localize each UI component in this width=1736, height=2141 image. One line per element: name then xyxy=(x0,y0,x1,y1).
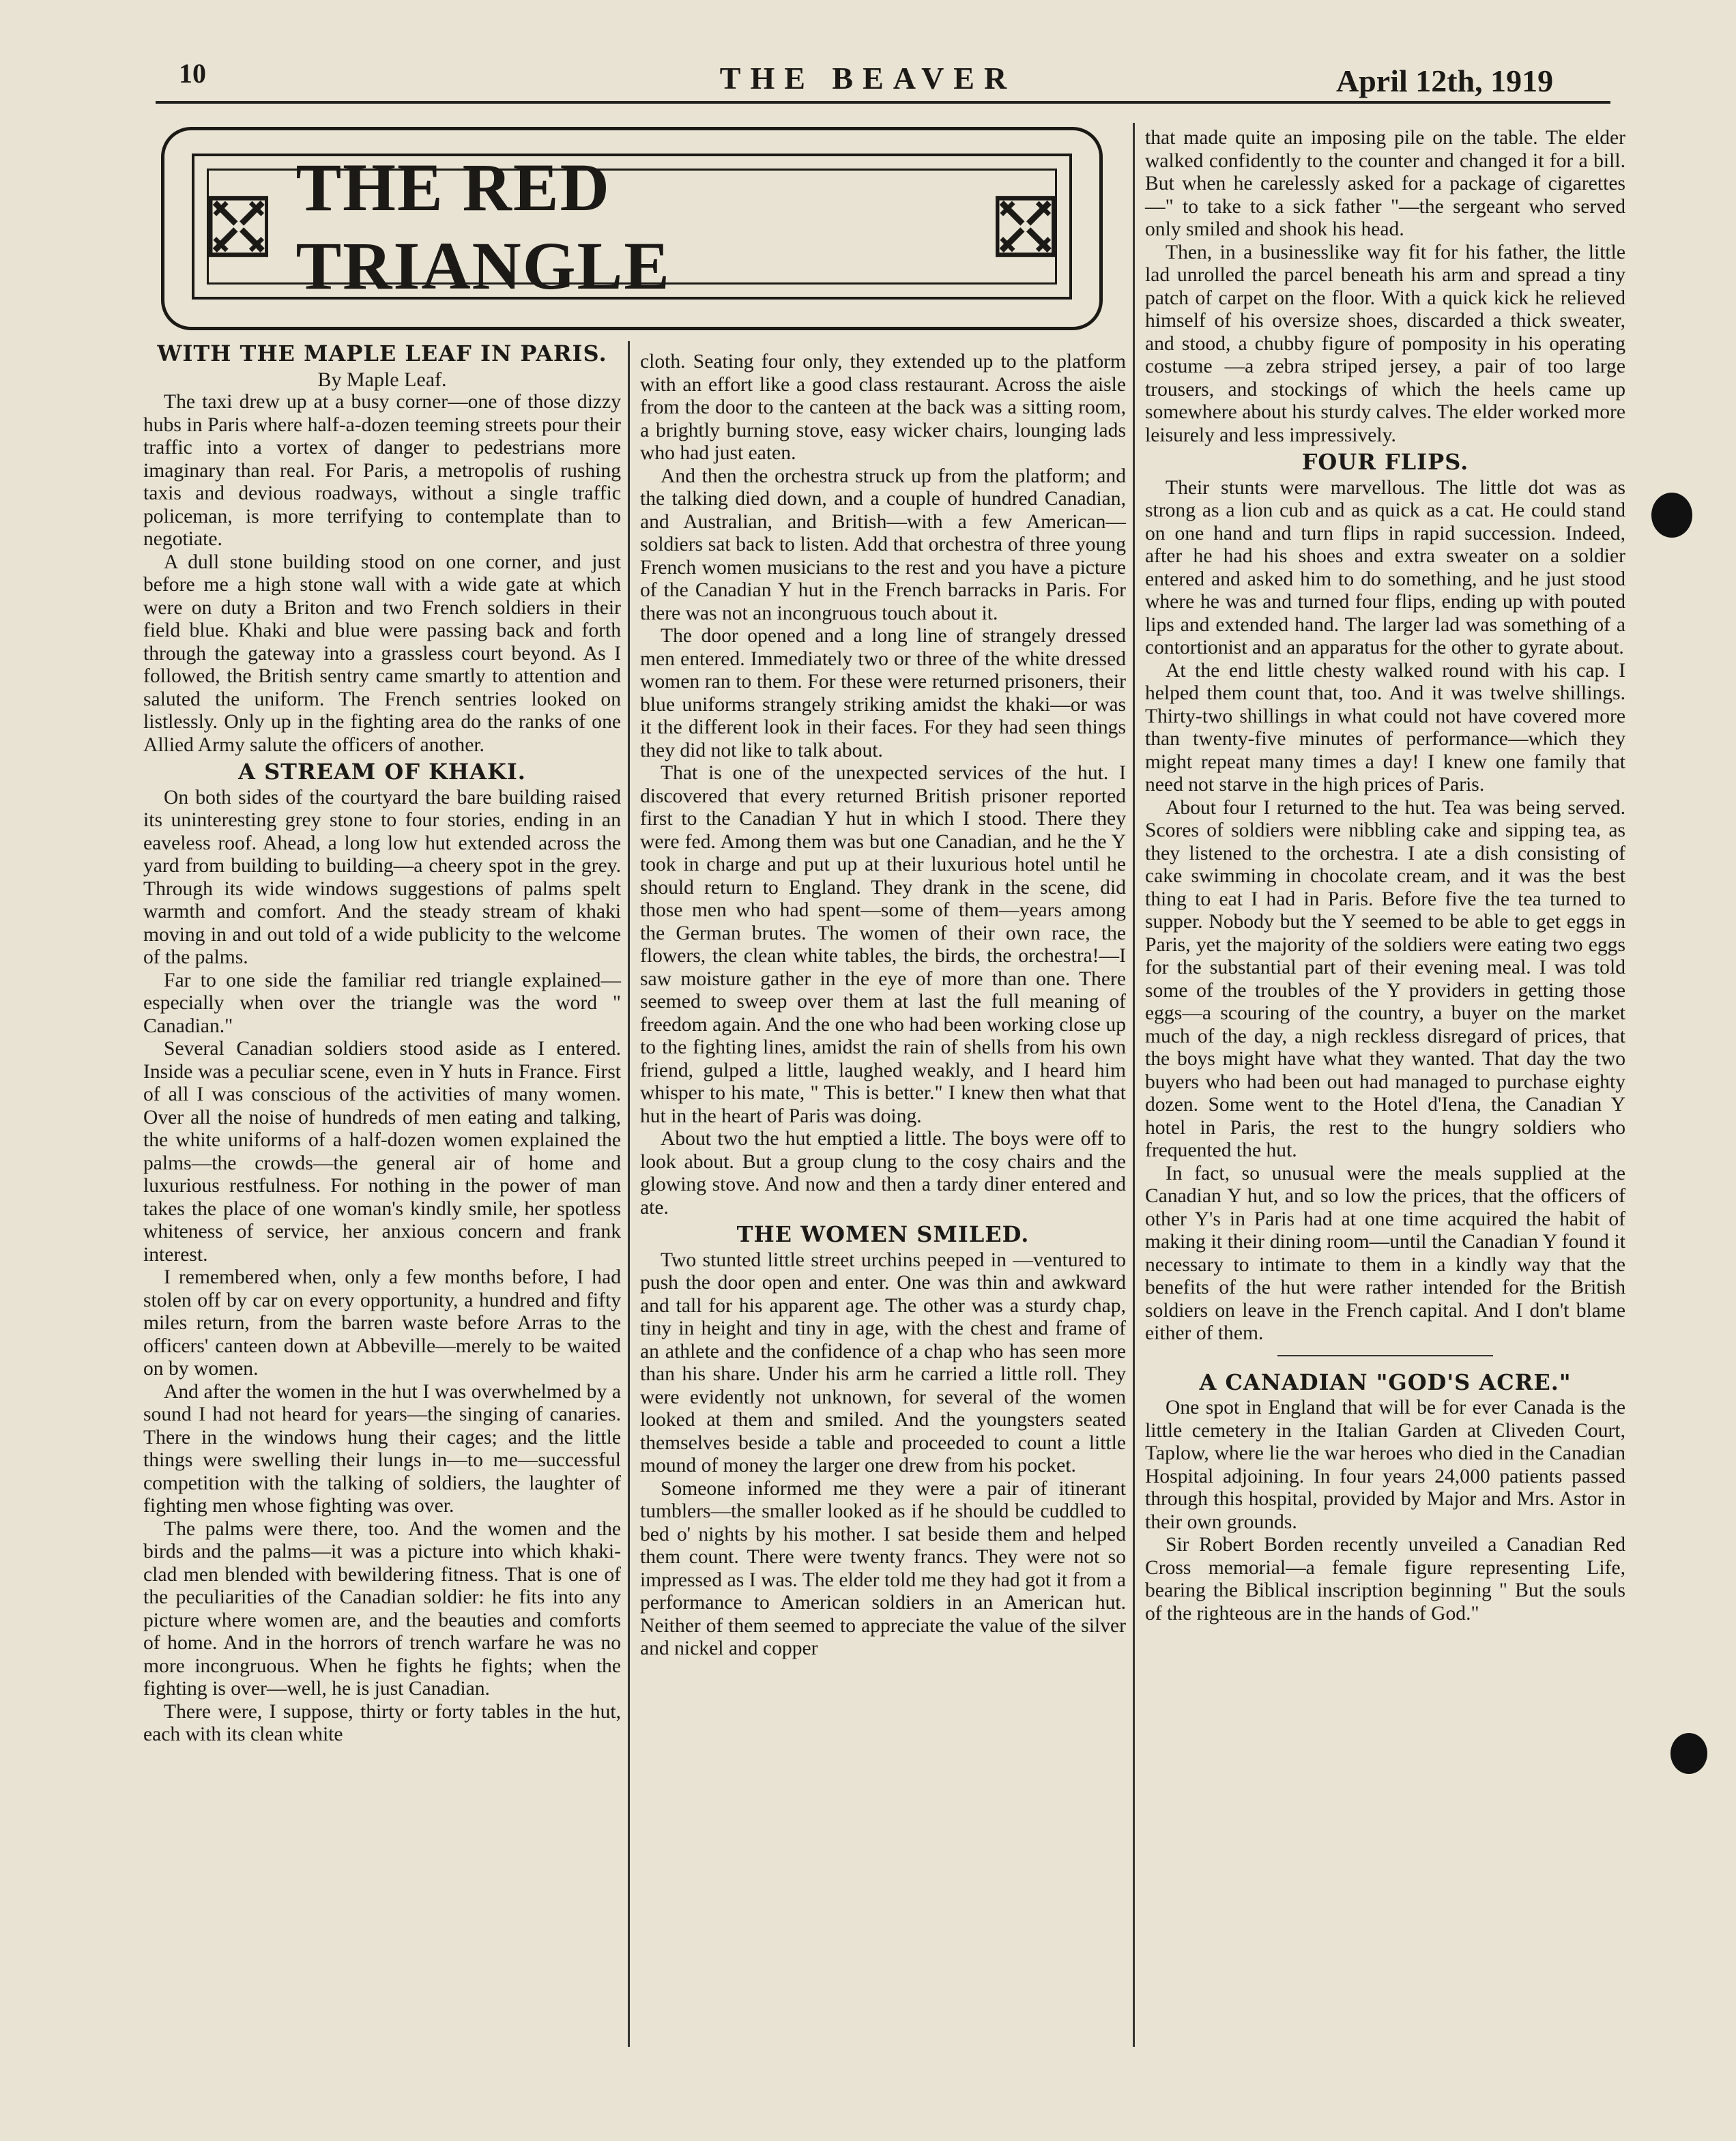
paragraph: One spot in England that will be for ever Canada is the little cemetery in the Italian Garden at Cliveden Court, Taplow, where lie the war heroes who died in the Canadian Hospital adjoining. In four years 24,000 patients passed through this hospital, provided by Major and Mrs. Astor in their own grounds. xyxy=(1145,1397,1625,1533)
issue-date: April 12th, 1919 xyxy=(1336,63,1554,98)
paragraph: I remembered when, only a few months before, I had stolen off by car on every opportunity, a hundred and fifty miles return, from the barren waste before Arras to the officers' canteen down at Abbeville—merely to be waited on by women. xyxy=(143,1266,621,1380)
column-rule xyxy=(1133,123,1135,2047)
column-3 xyxy=(1145,127,1625,1625)
paragraph: There were, I suppose, thirty or forty tables in the hut, each with its clean white xyxy=(143,1700,621,1745)
paragraph: The door opened and a long line of strangely dressed men entered. Immediately two or three of the white dressed women ran to them. For these were returned prisoners, their blue uniforms strangely striking amidst the khaki—or was it the different look in their faces. For they had seen things they did not like to talk about. xyxy=(640,625,1126,761)
ornament-left-icon xyxy=(209,195,268,258)
paragraph: That is one of the unexpected services of the hut. I discovered that every returned British prisoner reported first to the Canadian Y hut in which I stood. There they were fed. Among them was but one Canadian, and he the Y took in charge and put up at their luxurious hotel until he should return to England. They drank in the scene, did those men who had spent—some of them—years among the German brutes. The women of their own race, the flowers, the clean white tables, the birds, the orchestra!—I saw moisture gather in the eye of more than one. There seemed to sweep over them at last the full meaning of freedom again. And the one who had been working close up to the fighting lines, amidst the rain of shells from his own friend, gulped a little, laughed weakly, and I heard him whisper to his mate, " This is better." I knew then what that hut in the heart of Paris was doing. xyxy=(640,762,1126,1127)
paragraph: On both sides of the courtyard the bare building raised its uninteresting grey stone to four stories, ending in an eaveless roof. Ahead, a long low hut extended across the yard from building to building—a cheery spot in the grey. Through its wide windows suggestions of palms spelt warmth and comfort. And the steady stream of khaki moving in and out told of a wide publicity to the welcome of the palms. xyxy=(143,786,621,968)
header-rule xyxy=(156,101,1610,104)
column-1 xyxy=(143,338,621,1747)
paragraph: The taxi drew up at a busy corner—one of those dizzy hubs in Paris where half-a-dozen teeming streets pour their traffic into a vortex of danger to pedestrians more imaginary than real. For Paris, a metropolis of rushing taxis and devious roadways, without a single traffic policeman, is more terrifying to contemplate than to negotiate. xyxy=(143,391,621,550)
banner-inner-frame xyxy=(207,149,1057,304)
masthead: THE BEAVER xyxy=(719,61,1017,96)
banner xyxy=(161,127,1103,330)
subheading: FOUR FLIPS. xyxy=(1301,449,1469,475)
column-rule xyxy=(628,341,630,2047)
paragraph: In fact, so unusual were the meals supplied at the Canadian Y hut, and so low the prices, that the officers of other Y's in Paris had at one time acquired the habit of making it their dining room—until the Canadian Y found it necessary to intimate to them in a kindly way that the benefits of the hut were rather intended for the British soldiers on leave in the French capital. And I don't blame either of them. xyxy=(1145,1162,1625,1344)
paragraph: The palms were there, too. And the women and the birds and the palms—it was a picture into which khaki-clad men blended with bewildering fitness. That is one of the peculiarities of the Canadian soldier: he fits into any picture where women are, and the beauties and comforts of home. And in the horrors of trench warfare he was no more incongruous. When he fights he fights; when the fighting is over—well, he is just Canadian. xyxy=(143,1517,621,1700)
subheading: THE WOMEN SMILED. xyxy=(736,1221,1030,1247)
binding-hole xyxy=(1651,493,1692,538)
paragraph: And then the orchestra struck up from the platform; and the talking died down, and a couple of hundred Canadian, and Australian, and British—with a few American—soldiers sat back to listen. Add that orchestra of three young French women musicians to the rest and you have a picture of the Canadian Y hut in the French barracks in Paris. For there was not an incongruous touch about it. xyxy=(640,465,1126,624)
paragraph: Several Canadian soldiers stood aside as I entered. Inside was a peculiar scene, even in Y huts in France. First of all I was conscious of the activities of many women. Over all the noise of hundreds of men eating and talking, the white uniforms of a half-dozen women explained the palms—the crowds—the general air of home and luxurious restfulness. For nothing in the power of man takes the place of one woman's kindly smile, her spotless whiteness of service, her anxious concern and frank interest. xyxy=(143,1038,621,1266)
section-divider xyxy=(1277,1355,1494,1356)
paragraph: At the end little chesty walked round with his cap. I helped them count that, too. And it was twelve shillings. Thirty-two shillings in what could not have covered more than twenty-five minutes of performance—which they might repeat many times a day! I knew one family that need not starve in the high prices of Paris. xyxy=(1145,659,1625,796)
binding-hole xyxy=(1670,1733,1707,1774)
paragraph: Their stunts were marvellous. The little dot was as strong as a lion cub and as quick as a cat. He could stand on one hand and turn flips in rapid succession. Indeed, after he had his shoes and extra sweater on a soldier entered and asked him to do something, and he just stood where he was and turned four flips, ending up with pouted lips and extended hand. The larger lad was something of a contortionist and an apparatus for the other to gyrate about. xyxy=(1145,476,1625,658)
paragraph: cloth. Seating four only, they extended up to the platform with an effort like a good class restaurant. Across the aisle from the door to the canteen at the back was a sitting room, a brightly burning stove, easy wicker chairs, lounging lads who had just eaten. xyxy=(640,351,1126,464)
banner-frame xyxy=(192,149,1072,304)
paragraph: About two the hut emptied a little. The boys were off to look about. But a group clung to the cosy chairs and the glowing stove. And now and then a tardy diner entered and ate. xyxy=(640,1128,1126,1219)
byline: By Maple Leaf. xyxy=(317,368,447,391)
paragraph: Far to one side the familiar red triangle explained—especially when over the triangle was the word " Canadian." xyxy=(143,969,621,1037)
column-2 xyxy=(640,351,1126,1661)
paragraph: And after the women in the hut I was overwhelmed by a sound I had not heard for years—the singing of canaries. There in the windows hung their cages; and the little things were swelling their lungs in—to me—successful competition with the talking of soldiers, the laughter of fighting men whose fighting was over. xyxy=(143,1380,621,1517)
paragraph: Someone informed me they were a pair of itinerant tumblers—the smaller looked as if he should be cuddled to bed o' nights by his mother. I sat beside them and helped them count. There were twenty francs. They were not so impressed as I was. The elder told me they had got it from a performance to American soldiers in an American hut. Neither of them seemed to appreciate the value of the silver and nickel and copper xyxy=(640,1477,1126,1659)
paragraph: Two stunted little street urchins peeped in —ventured to push the door open and enter. One was thin and awkward and tall for his apparent age. The other was a sturdy chap, tiny in height and tiny in age, with the chest and frame of an athlete and the confidence of a chap who has seen more than his share. Under his arm he carried a little roll. They were evidently not unknown, for several of the women looked at them and smiled. And the youngsters seated themselves beside a table and proceeded to count a little mound of money the larger one drew from his pocket. xyxy=(640,1249,1126,1476)
paragraph: Sir Robert Borden recently unveiled a Canadian Red Cross memorial—a female figure representing Life, bearing the Biblical inscription beginning " But the souls of the righteous are in the hands of God." xyxy=(1145,1534,1625,1625)
paragraph: A dull stone building stood on one corner, and just before me a high stone wall with a wide gate at which were on duty a Briton and two French soldiers in their field blue. Khaki and blue were passing back and forth through the gateway into a grassless court beyond. As I followed, the British sentry came smartly to attention and saluted the uniform. The French sentries looked on listlessly. Only up in the fighting area do the ranks of one Allied Army salute the officers of another. xyxy=(143,551,621,756)
subheading: A STREAM OF KHAKI. xyxy=(238,759,526,785)
article-title: WITH THE MAPLE LEAF IN PARIS. xyxy=(157,340,607,366)
paragraph: that made quite an imposing pile on the table. The elder walked confidently to the counter and changed it for a bill. But when he carelessly asked for a package of cigarettes—" to take to a sick father "—the sergeant who served only smiled and shook his head. xyxy=(1145,127,1625,240)
ornament-right-icon xyxy=(996,195,1055,258)
banner-title: THE RED TRIANGLE xyxy=(295,149,671,304)
paragraph: About four I returned to the hut. Tea was being served. Scores of soldiers were nibbling cake and sipping tea, as they listened to the orchestra. I ate a dish consisting of cake swimming in chocolate cream, and it was the best thing to eat I had in Paris. Before five the tea turned to supper. Nobody but the Y seemed to be able to get eggs in Paris, yet the majority of the soldiers were eating two eggs for the substantial part of their evening meal. I was told some of the troubles of the Y providers in getting those eggs—a scouring of the country, a buyer on the market much of the day, a nigh reckless disregard of prices, that the boys might have what they wanted. That day the two buyers who had been out had managed to purchase eighty dozen. Some went to the Hotel d'Iena, the Canadian Y hotel in Paris, the rest to the hungry soldiers who frequented the hut. xyxy=(1145,796,1625,1161)
paragraph: Then, in a businesslike way fit for his father, the little lad unrolled the parcel beneath his arm and spread a tiny patch of carpet on the floor. With a quick kick he relieved himself of his oversize shoes, discarded a thick sweater, and stood, a chubby figure of pomposity in his operating costume —a zebra striped jersey, a pair of too large trousers, and stockings of which the heels came up somewhere about his sturdy calves. The elder worked more leisurely and less impressively. xyxy=(1145,241,1625,446)
article2-title: A CANADIAN "GOD'S ACRE." xyxy=(1199,1369,1572,1395)
page-number: 10 xyxy=(179,58,206,89)
